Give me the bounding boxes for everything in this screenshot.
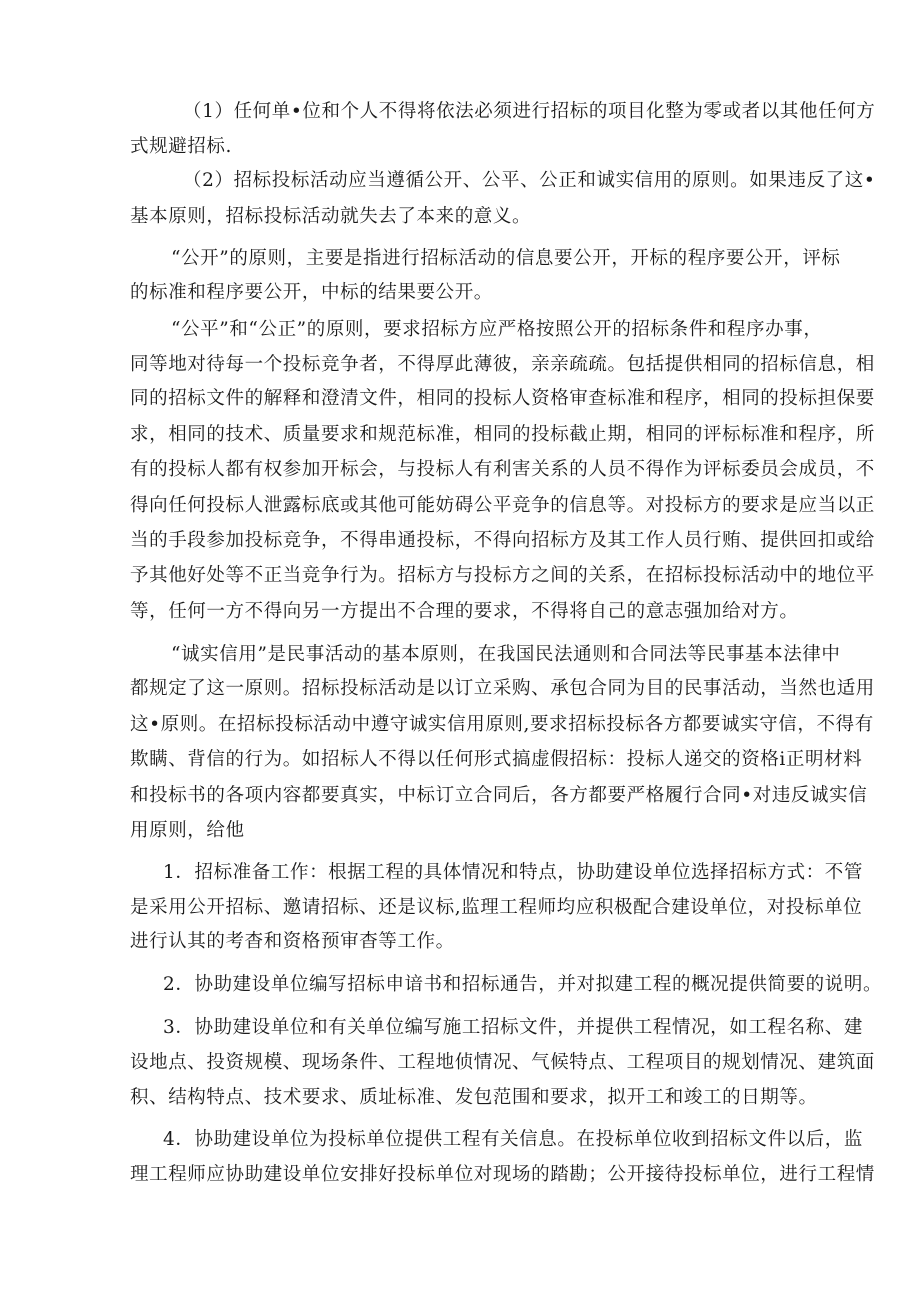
text-line: 式规避招标. [130, 136, 232, 157]
text-line: 得向任何投标人泄露标底或其他可能妨碍公平竞争的信息等。对投标方的要求是应当以正 [130, 495, 875, 516]
text-line: 理工程师应协助建设单位安排好投标单位对现场的踏勘；公开接待投标单位，进行工程情 [130, 1164, 875, 1185]
text-line: 等，任何一方不得向另一方提出不合理的要求，不得将自己的意志强加给对方。 [130, 601, 799, 622]
text-line: 和投标书的各项内容都要真实，中标订立合同后，各方都要严格履行合同•对违反诚实信 [130, 785, 868, 806]
text-line: 设地点、投资规模、现场条件、工程地侦情况、气候特点、工程项目的规划情况、建筑面 [130, 1052, 875, 1073]
text-line: 同等地对待每一个投标竞争者，不得厚此薄彼，亲亲疏疏。包括提供相同的招标信息，相 [130, 354, 875, 375]
text-line: “诚实信用”是民事活动的基本原则，在我国民法通则和合同法等民事基本法律中 [171, 644, 841, 665]
text-line: 2．协助建设单位编写招标申谙书和招标通告，并对拟建工程的概况提供简要的说明。 [163, 974, 883, 995]
text-line: 求，相同的技术、质量要求和规范标准，相同的投标截止期，相同的评标标准和程序，所 [130, 424, 875, 445]
text-line: 都规定了这一原则。招标投标活动是以订立采购、承包合同为目的民事活动，当然也适用 [130, 678, 875, 699]
text-line: 用原则，给他 [130, 820, 245, 841]
text-line: 当的手段参加投标竞争，不得串通投标，不得向招标方及其工作人员行贿、提供回扣或给 [130, 530, 875, 551]
text-line: 积、结构特点、技术要求、质址标准、发包范围和要求，拟开工和竣工的日期等。 [130, 1087, 818, 1108]
text-line: 欺瞒、背信的行为。如招标人不得以任何形式搞虚假招标：投标人递交的资格i正明材料 [130, 749, 863, 770]
text-line: 有的投标人都有权参加开标会，与投标人有利害关系的人员不得作为评标委员会成员，不 [130, 459, 875, 480]
text-line: （1）任何单•位和个人不得将依法必须进行招标的项目化整为零或者以其他任何方 [183, 101, 876, 122]
text-line: “公开”的原则，主要是指进行招标活动的信息要公开，开标的程序要公开，评标 [171, 248, 841, 269]
text-line: “公平”和“公正”的原则，要求招标方应严格按照公开的招标条件和程序办事， [171, 319, 823, 340]
text-line: 这•原则。在招标投标活动中遵守诚实信用原则,要求招标投标各方都要诚实守信，不得有 [130, 714, 874, 735]
text-line: 的标准和程序要公开，中标的结果要公开。 [130, 282, 493, 303]
text-line: （2）招标投标活动应当遵循公开、公平、公正和诚实信用的原则。如果违反了这• [183, 170, 876, 191]
text-line: 基本原则，招标投标活动就失去了本来的意义。 [130, 206, 532, 227]
text-line: 予其他好处等不正当竞争行为。招标方与投标方之间的关系，在招标投标活动中的地位平 [130, 565, 875, 586]
text-line: 1．招标准备工作：根据工程的具体情况和特点，协助建设单位选择招标方式：不管 [163, 862, 863, 883]
text-line: 同的招标文件的解释和澄清文件，相同的投标人资格审查标准和程序，相同的投标担保要 [130, 388, 875, 409]
text-line: 进行认其的考杳和资格预审杳等工作。 [130, 931, 455, 952]
text-line: 3．协助建设单位和有关单位编写施工招标文件，并提供工程情况，如工程名称、建 [163, 1017, 863, 1038]
text-line: 4．协助建设单位为投标单位提供工程有关信息。在投标单位收到招标文件以后，监 [163, 1129, 863, 1150]
text-line: 是采用公开招标、邀请招标、还是议标,监理工程师均应积极配合建设单位，对投标单位 [130, 897, 863, 918]
